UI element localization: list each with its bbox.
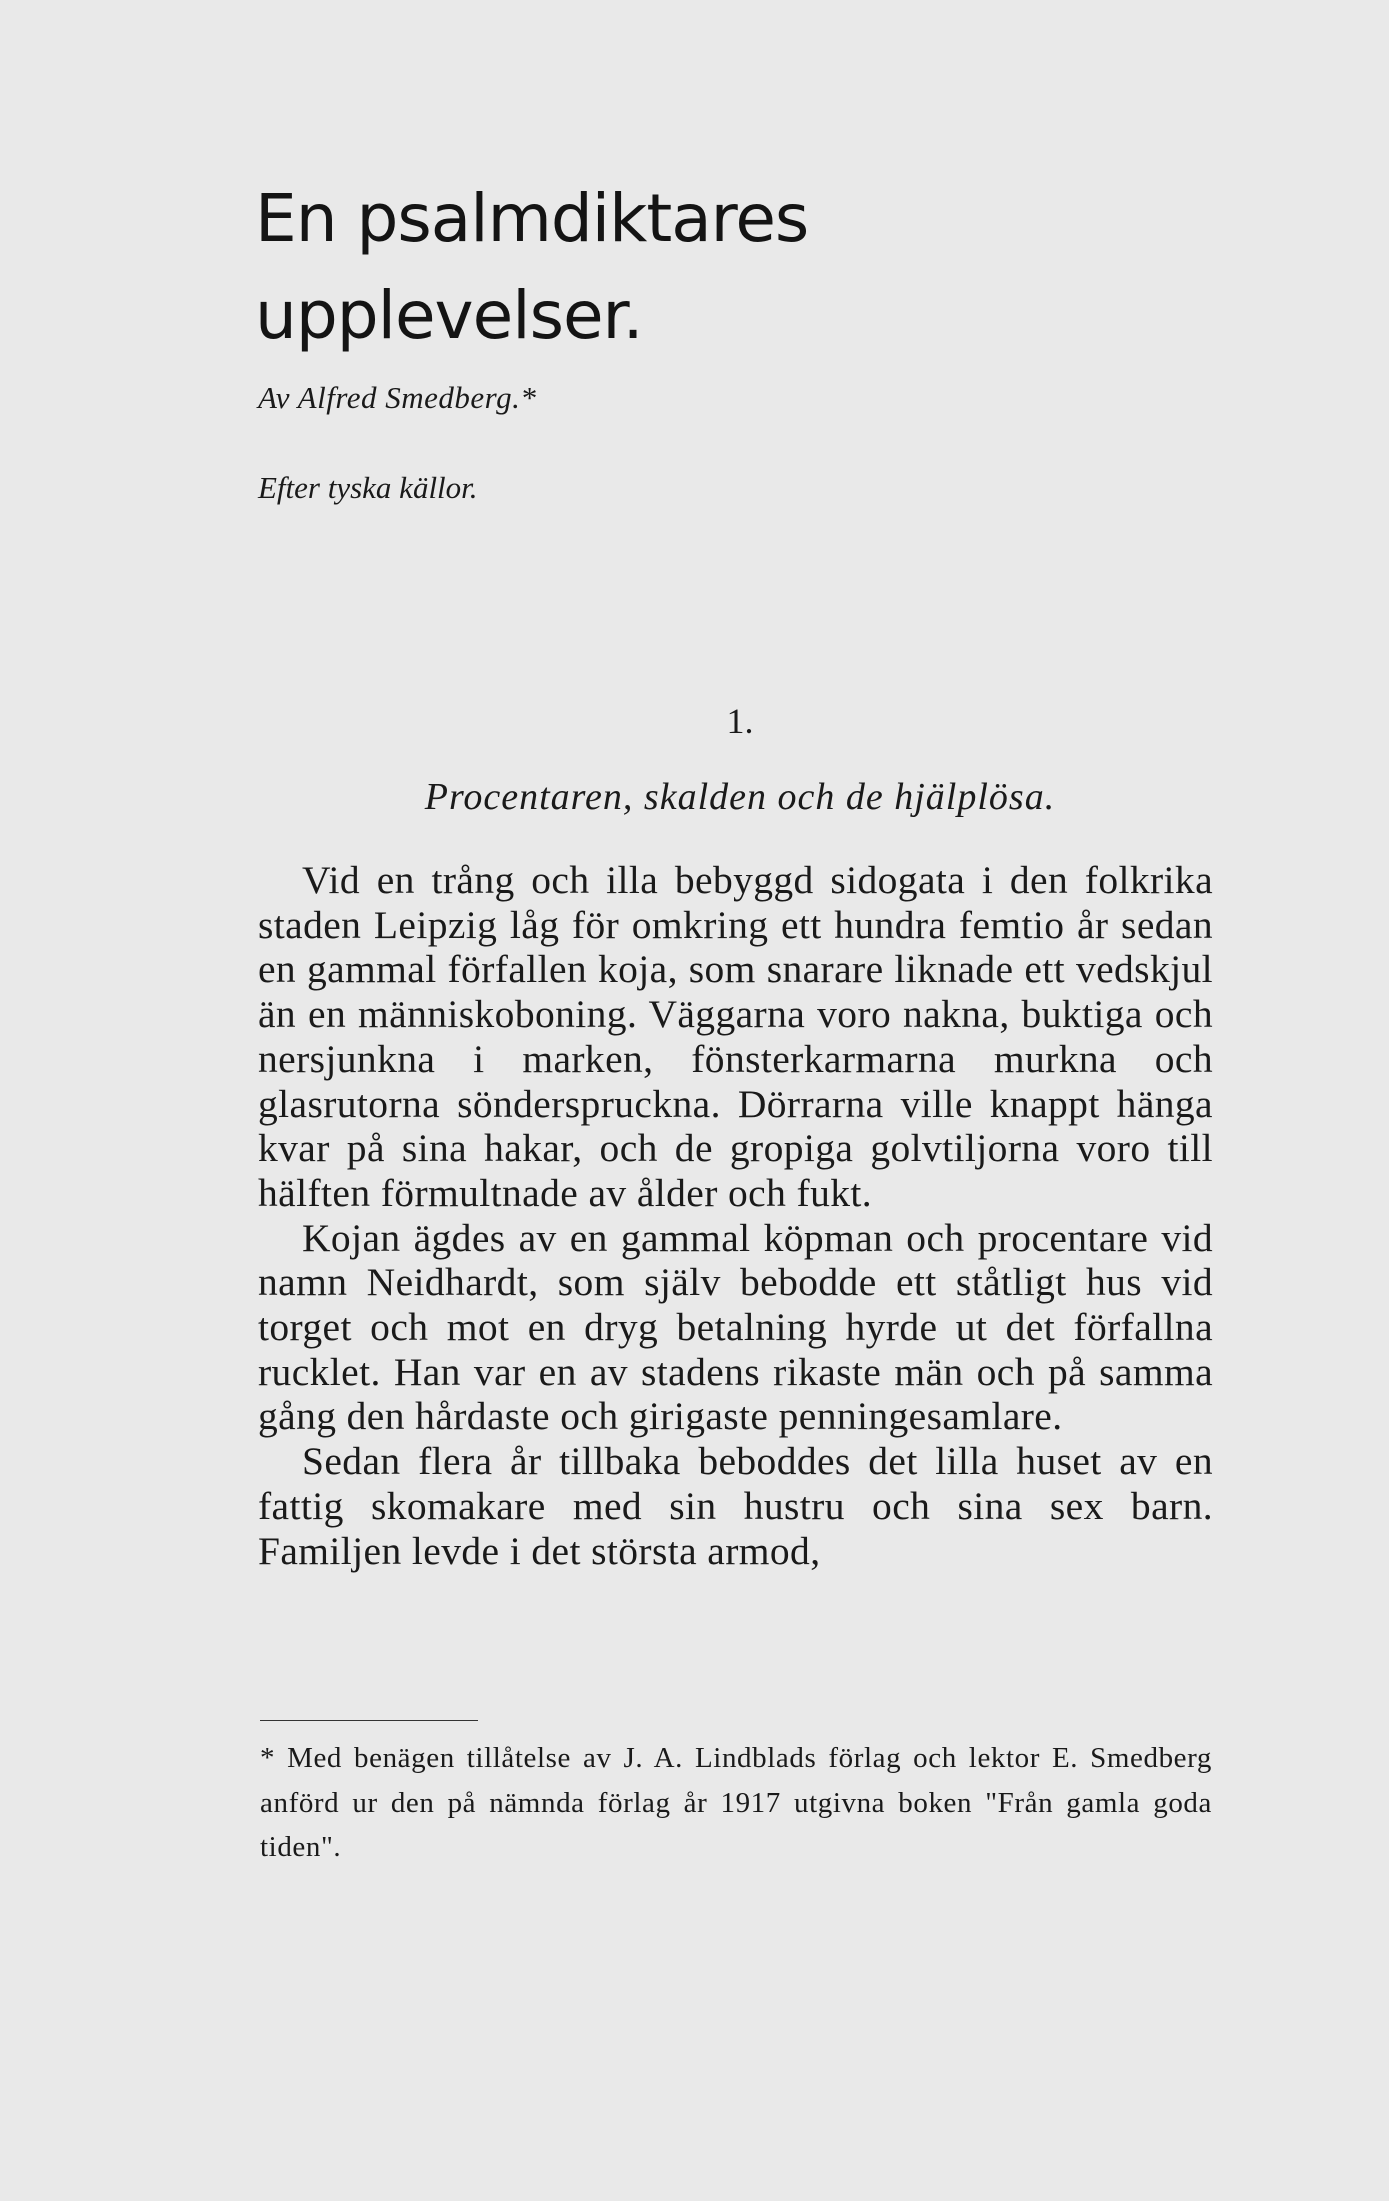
title-line-1: En psalmdiktares — [255, 180, 809, 257]
footnote-divider — [260, 1720, 478, 1721]
footnote: * Med benägen tillåtelse av J. A. Lindblads förlag och lektor E. Smedberg anförd ur den på nämnda förlag år 1917 utgivna boken "Från gamla goda tiden". — [260, 1742, 1212, 1863]
source-note: Efter tyska källor. — [258, 470, 478, 505]
paragraph: Sedan flera år tillbaka beboddes det lilla huset av en fattig skomakare med sin hustru och sina sex barn. Familjen levde i det största armod, — [258, 1439, 1213, 1573]
article-title — [255, 170, 1155, 364]
paragraph: Kojan ägdes av en gammal köpman och procentare vid namn Neidhardt, som själv bebodde ett ståtligt hus vid torget och mot en dryg betalning hyrde ut det förfallna rucklet. Han var en av stadens rikaste män och på samma gång den hårdaste och girigaste penningesamlare. — [258, 1215, 1213, 1439]
section-title: Procentaren, skalden och de hjälplösa. — [424, 776, 1056, 818]
paragraph: Vid en trång och illa bebyggd sidogata i den folkrika staden Leipzig låg för omkring ett hundra femtio år sedan en gammal förfallen koja, som snarare liknade ett vedskjul än en människoboning. Väggarna voro nakna, buktiga och nersjunkna i marken, fönsterkarmarna murkna och glasrutorna sönderspruckna. Dörrarna ville knappt hänga kvar på sina hakar, och de gropiga golvtiljorna voro till hälften förmultnade av ålder och fukt. — [258, 858, 1213, 1215]
body-text — [258, 858, 1213, 1573]
author-byline: Av Alfred Smedberg.* — [258, 380, 537, 415]
section-number: 1. — [726, 701, 754, 741]
title-line-2: upplevelser. — [255, 277, 643, 354]
